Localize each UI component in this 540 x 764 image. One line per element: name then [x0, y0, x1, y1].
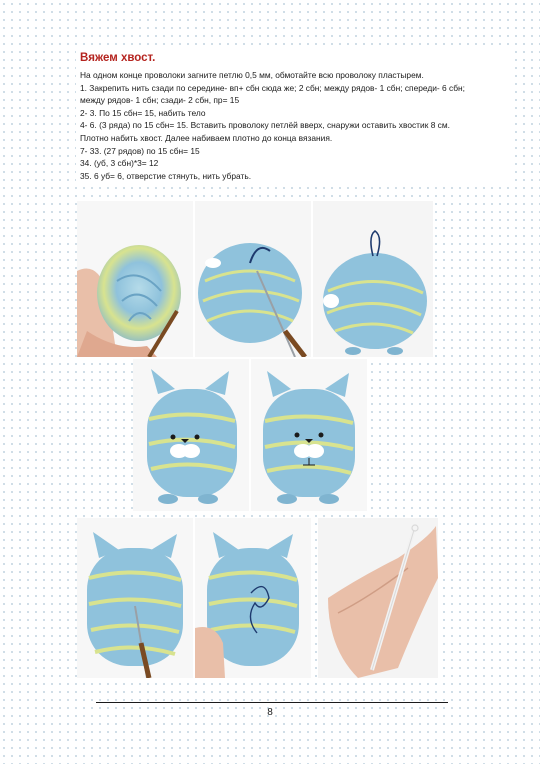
photo-wire-tail-hand	[318, 518, 438, 678]
photo-cat-back-hook	[77, 518, 193, 678]
instruction-line: На одном конце проволоки загните петлю 0,5 мм, обмотайте всю проволоку пластырем.	[80, 70, 424, 80]
instruction-line: 35. 6 уб= 6, отверстие стянуть, нить убрать.	[80, 170, 252, 181]
instructions-block	[76, 50, 514, 184]
instruction-line: 7- 33. (27 рядов) по 15 сбн= 15	[80, 145, 200, 156]
footer-divider	[96, 702, 448, 703]
instruction-line: 4- 6. (3 ряда) по 15 сбн= 15. Вставить проволоку петлёй вверх, снаружи оставить хвостик 8 см.	[80, 120, 450, 131]
photo-cat-front-left	[133, 359, 249, 511]
section-title: Вяжем хвост.	[80, 52, 156, 64]
instruction-line: Плотно набить хвост. Далее набиваем плотно до конца вязания.	[80, 132, 333, 143]
photo-hook-in-body	[195, 201, 311, 357]
instruction-line: 1. Закрепить нить сзади по середине- вп+ сбн сюда же; 2 сбн; между рядов- 1 сбн; спереди- 6 сбн;	[80, 82, 465, 93]
photo-cat-back-yarn	[195, 518, 311, 678]
photo-body-wire-loop	[313, 201, 433, 357]
photo-cat-front-right	[251, 359, 367, 511]
instruction-line: между рядов- 1 сбн; сзади- 2 сбн, пр= 15	[80, 95, 240, 106]
photo-hand-holding-body	[77, 201, 193, 357]
instruction-line: 34. (уб, 3 сбн)*3= 12	[80, 158, 159, 169]
page-number: 8	[267, 707, 273, 718]
instruction-line: 2- 3. По 15 сбн= 15, набить тело	[80, 107, 206, 118]
